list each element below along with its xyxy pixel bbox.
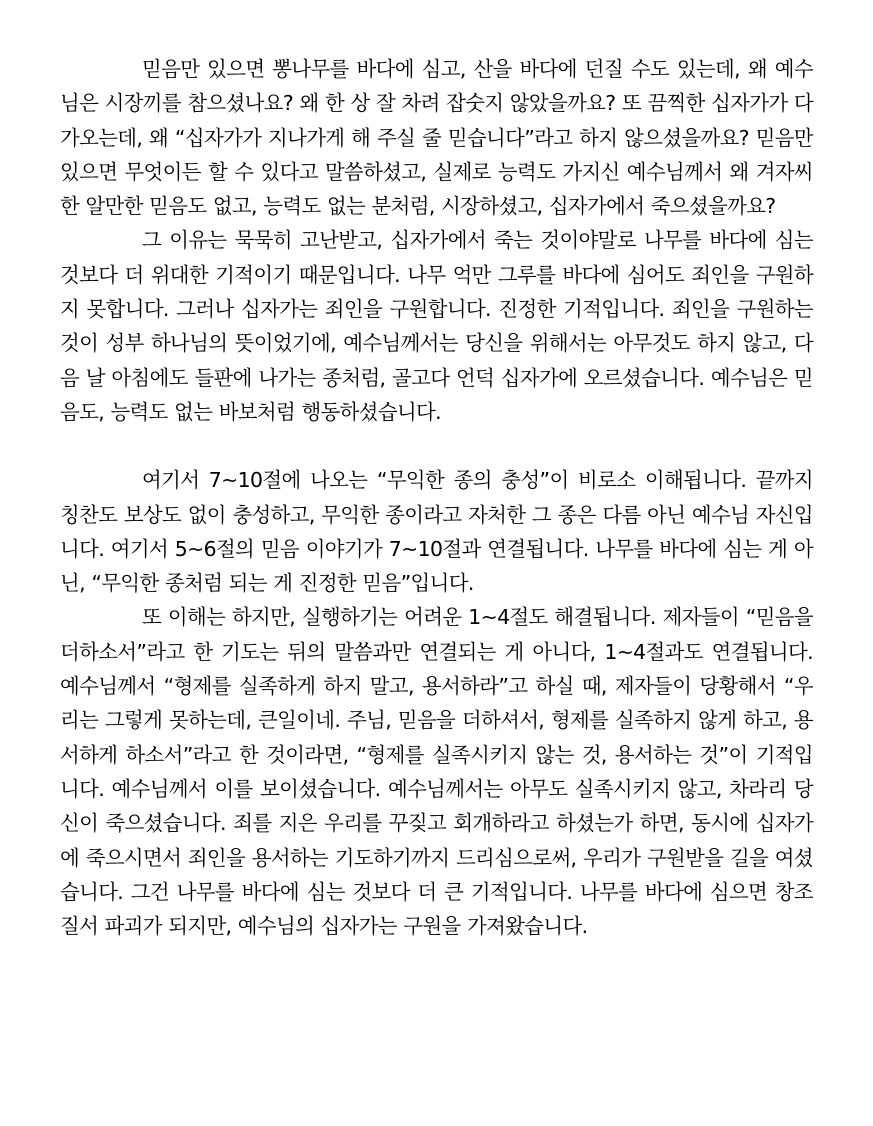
paragraph-spacer	[60, 429, 813, 463]
paragraph-3: 여기서 7~10절에 나오는 “무익한 종의 충성”이 비로소 이해됩니다. 끝까지 칭찬도 보상도 없이 충성하고, 무익한 종이라고 자처한 그 종은 다름 아닌 예수님 자신입니다. 여기서 5~6절의 믿음 이야기가 7~10절과 연결됩니다. 나무를 바다에 심는 게 아닌, “무익한 종처럼 되는 게 진정한 믿음”입니다.	[60, 468, 813, 596]
paragraph-4: 또 이해는 하지만, 실행하기는 어려운 1~4절도 해결됩니다. 제자들이 “믿음을 더하소서”라고 한 기도는 뒤의 말씀과만 연결되는 게 아니다, 1~4절과도 연결됩니다. 예수님께서 “형제를 실족하게 하지 말고, 용서하라”고 하실 때, 제자들이 당황해서 “우리는 그렇게 못하는데, 큰일이네. 주님, 믿음을 더하셔서, 형제를 실족하지 않게 하고, 용서하게 하소서”라고 한 것이라면, “형제를 실족시키지 않는 것, 용서하는 것”이 기적입니다. 예수님께서 이를 보이셨습니다. 예수님께서는 아무도 실족시키지 않고, 차라리 당신이 죽으셨습니다. 죄를 지은 우리를 꾸짖고 회개하라고 하셨는가 하면, 동시에 십자가에 죽으시면서 죄인을 용서하는 기도하기까지 드리심으로써, 우리가 구원받을 길을 여셨습니다. 그건 나무를 바다에 심는 것보다 더 큰 기적입니다. 나무를 바다에 심으면 창조 질서 파괴가 되지만, 예수님의 십자가는 구원을 가져왔습니다.	[60, 605, 813, 939]
paragraph-1: 믿음만 있으면 뽕나무를 바다에 심고, 산을 바다에 던질 수도 있는데, 왜 예수님은 시장끼를 참으셨나요? 왜 한 상 잘 차려 잡숫지 않았을까요? 또 끔찍한 십자가가 다가오는데, 왜 “십자가가 지나가게 해 주실 줄 믿습니다”라고 하지 않으셨을까요? 믿음만 있으면 무엇이든 할 수 있다고 말씀하셨고, 실제로 능력도 가지신 예수님께서 왜 겨자씨 한 알만한 믿음도 없고, 능력도 없는 분처럼, 시장하셨고, 십자가에서 죽으셨을까요?	[60, 57, 813, 219]
paragraph-2: 그 이유는 묵묵히 고난받고, 십자가에서 죽는 것이야말로 나무를 바다에 심는 것보다 더 위대한 기적이기 때문입니다. 나무 억만 그루를 바다에 심어도 죄인을 구원하지 못합니다. 그러나 십자가는 죄인을 구원합니다. 진정한 기적입니다. 죄인을 구원하는 것이 성부 하나님의 뜻이었기에, 예수님께서는 당신을 위해서는 아무것도 하지 않고, 다음 날 아침에도 들판에 나가는 종처럼, 골고다 언덕 십자가에 오르셨습니다. 예수님은 믿음도, 능력도 없는 바보처럼 행동하셨습니다.	[60, 228, 813, 424]
